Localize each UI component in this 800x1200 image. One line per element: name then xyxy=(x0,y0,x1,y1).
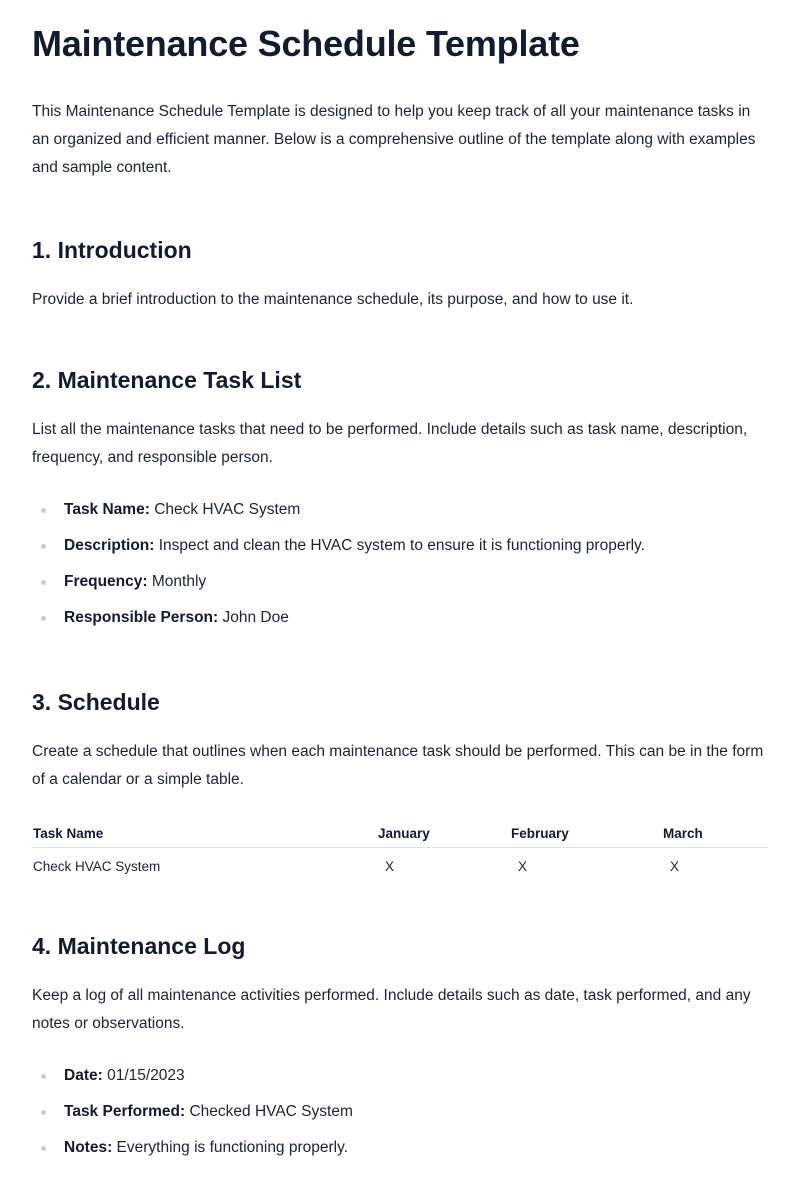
task-details-list xyxy=(32,492,768,636)
cell-march: X xyxy=(670,859,680,874)
column-header-january: January xyxy=(377,820,510,848)
cell-february: X xyxy=(518,859,528,874)
list-item xyxy=(32,1058,768,1094)
item-label: Date: xyxy=(64,1067,103,1084)
item-value: John Doe xyxy=(222,609,289,626)
section-heading-schedule: 3. Schedule xyxy=(32,689,160,715)
item-label: Notes: xyxy=(64,1139,113,1156)
section-text-schedule: Create a schedule that outlines when each maintenance task should be performed. This can be in the form of a calendar or a simple table. xyxy=(32,743,764,788)
section-schedule xyxy=(32,686,768,880)
item-value: Everything is functioning properly. xyxy=(116,1139,349,1156)
table-header-row xyxy=(32,820,768,848)
table-row xyxy=(32,848,768,881)
section-text-task-list: List all the maintenance tasks that need to be performed. Include details such as task name, description, frequency, and responsible person. xyxy=(32,421,748,466)
item-label: Task Name: xyxy=(64,501,150,518)
item-label: Task Performed: xyxy=(64,1103,186,1120)
list-item xyxy=(32,600,768,636)
section-heading-maintenance-log: 4. Maintenance Log xyxy=(32,933,246,959)
item-value: Checked HVAC System xyxy=(189,1103,353,1120)
list-item xyxy=(32,1130,768,1166)
column-header-task-name: Task Name xyxy=(32,820,377,848)
item-label: Frequency: xyxy=(64,573,148,590)
column-header-february: February xyxy=(510,820,662,848)
item-label: Description: xyxy=(64,537,155,554)
section-maintenance-log xyxy=(32,930,768,1166)
list-item xyxy=(32,492,768,528)
intro-paragraph: This Maintenance Schedule Template is designed to help you keep track of all your maintenance tasks in an organized and efficient manner. Below is a comprehensive outline of the template along with examples and sample content. xyxy=(32,103,756,176)
item-label: Responsible Person: xyxy=(64,609,219,626)
section-text-maintenance-log: Keep a log of all maintenance activities performed. Include details such as date, task performed, and any notes or observations. xyxy=(32,987,751,1032)
item-value: Monthly xyxy=(151,573,207,590)
column-header-march: March xyxy=(662,820,768,848)
list-item xyxy=(32,564,768,600)
list-item xyxy=(32,1094,768,1130)
page-title: Maintenance Schedule Template xyxy=(32,23,580,64)
schedule-table xyxy=(32,820,768,880)
cell-task-name: Check HVAC System xyxy=(33,859,161,874)
section-introduction xyxy=(32,234,768,314)
section-text-introduction: Provide a brief introduction to the maintenance schedule, its purpose, and how to use it. xyxy=(32,291,634,308)
section-task-list xyxy=(32,364,768,636)
item-value: Inspect and clean the HVAC system to ensure it is functioning properly. xyxy=(158,537,645,554)
log-details-list xyxy=(32,1058,768,1166)
item-value: Check HVAC System xyxy=(154,501,301,518)
cell-january: X xyxy=(385,859,395,874)
item-value: 01/15/2023 xyxy=(107,1067,185,1084)
section-heading-introduction: 1. Introduction xyxy=(32,237,192,263)
section-heading-task-list: 2. Maintenance Task List xyxy=(32,367,302,393)
list-item xyxy=(32,528,768,564)
